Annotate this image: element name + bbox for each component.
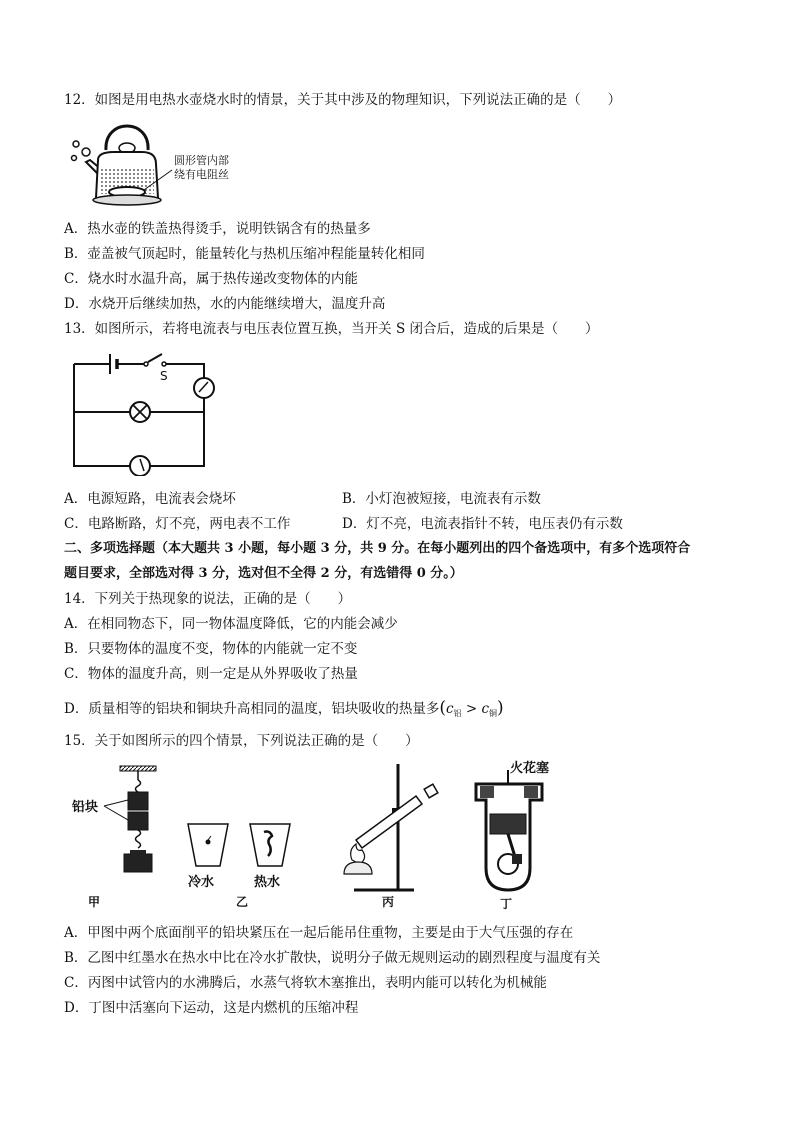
q14-option-c: C．物体的温度升高，则一定是从外界吸收了热量: [64, 666, 358, 682]
q14-option-d: D．质量相等的铝块和铜块升高相同的温度，铝块吸收的热量多: [64, 701, 440, 717]
c-al-subscript: 铝: [453, 709, 462, 718]
q12-option-b: B．壶盖被气顶起时，能量转化与热机压缩冲程能量转化相同: [64, 246, 425, 262]
q15-figures: [64, 756, 584, 916]
q13-option-d: D．灯不亮，电流表指针不转，电压表仍有示数: [342, 516, 623, 532]
q15-option-d: D．丁图中活塞向下运动，这是内燃机的压缩冲程: [64, 1000, 359, 1016]
q14-option-d-row: D．质量相等的铝块和铜块升高相同的温度，铝块吸收的热量多$(c_铝 > c_铜)$: [64, 698, 504, 718]
section2-instructions-1: 二、多项选择题（本大题共 3 小题，每小题 3 分，共 9 分。在每小题列出的四个备选项中，有多个选项符合: [64, 541, 691, 556]
q14-stem: 14．下列关于热现象的说法，正确的是（ ）: [64, 591, 352, 607]
q15-option-c: C．丙图中试管内的水沸腾后，水蒸气将软木塞推出，表明内能可以转化为机械能: [64, 975, 547, 991]
q13-option-c: C．电路断路，灯不亮，两电表不工作: [64, 516, 291, 532]
section2-instructions-2: 题目要求，全部选对得 3 分，选对但不全得 2 分，有选错得 0 分。）: [64, 566, 463, 581]
c-cu-subscript: 铜: [489, 709, 497, 718]
figure-jia: [72, 766, 156, 909]
q13-option-a: A．电源短路，电流表会烧坏: [64, 491, 236, 507]
lead-block-label: 铅块: [72, 800, 99, 815]
hot-water-label: 热水: [254, 875, 281, 890]
q15-option-a: A．甲图中两个底面削平的铅块紧压在一起后能吊住重物，主要是由于大气压强的存在: [64, 925, 574, 941]
q14-option-a: A．在相同物态下，同一物体温度降低，它的内能会减少: [64, 616, 398, 632]
q13-stem: 13．如图所示，若将电流表与电压表位置互换，当开关 S 闭合后，造成的后果是（ ）: [64, 321, 599, 337]
figure-bing-label: 丙: [382, 895, 395, 909]
figure-yi-label: 乙: [236, 895, 249, 909]
q12-stem: 12．如图是用电热水壶烧水时的情景，关于其中涉及的物理知识，下列说法正确的是（ ）: [64, 92, 622, 108]
kettle-label-1: 圆形管内部: [174, 154, 229, 167]
kettle-figure: [64, 112, 254, 212]
kettle-label-2: 绕有电阻丝: [174, 168, 229, 181]
figure-bing: [344, 764, 438, 909]
q12-option-c: C．烧水时水温升高，属于热传递改变物体的内能: [64, 271, 358, 287]
q15-option-b: B．乙图中红墨水在热水中比在冷水扩散快，说明分子做无规则运动的剧烈程度与温度有关: [64, 950, 601, 966]
figure-ding: [476, 760, 549, 911]
q13-option-b: B．小灯泡被短接，电流表有示数: [342, 491, 541, 507]
q12-option-a: A．热水壶的铁盖热得烫手，说明铁锅含有的热量多: [64, 221, 371, 237]
switch-label: S: [160, 369, 168, 383]
cold-water-label: 冷水: [188, 875, 215, 890]
q15-stem: 15．关于如图所示的四个情景，下列说法正确的是（ ）: [64, 733, 419, 749]
spark-plug-label: 火花塞: [510, 761, 550, 776]
figure-jia-label: 甲: [88, 895, 101, 909]
q12-option-d: D．水烧开后继续加热，水的内能继续增大，温度升高: [64, 296, 386, 312]
figure-yi: [188, 824, 290, 909]
q14-option-b: B．只要物体的温度不变，物体的内能就一定不变: [64, 641, 358, 657]
circuit-figure: [64, 344, 234, 476]
figure-ding-label: 丁: [500, 897, 513, 911]
